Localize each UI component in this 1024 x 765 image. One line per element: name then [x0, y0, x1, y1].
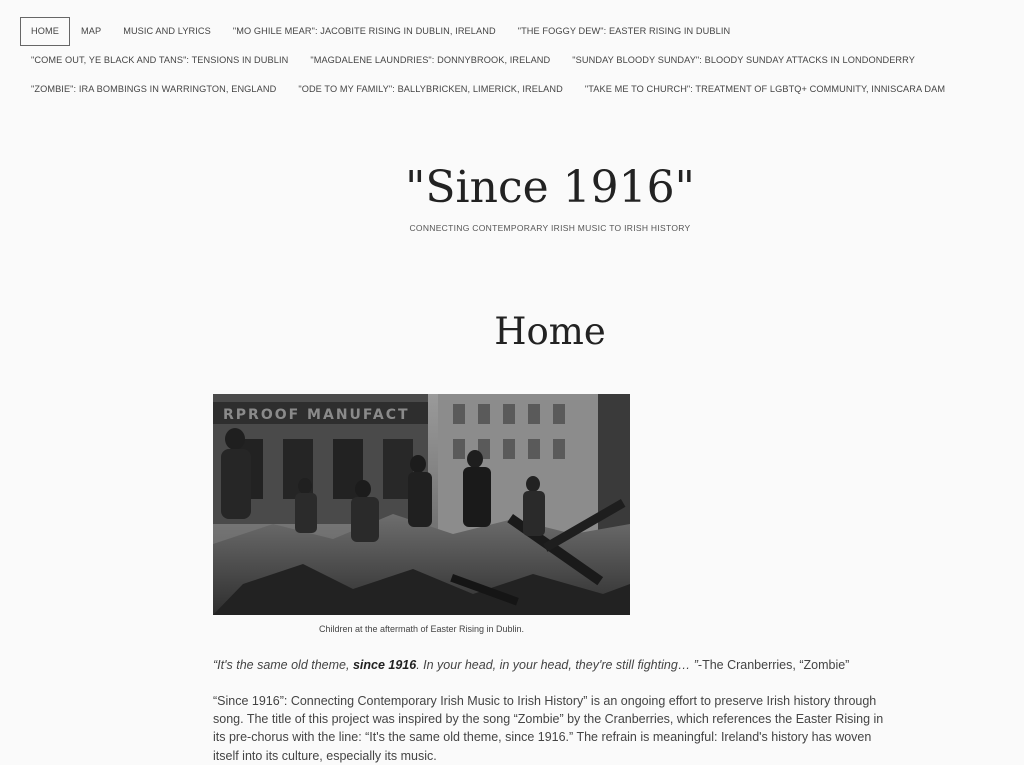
quote-text-emphasis: since 1916: [352, 658, 417, 672]
nav-item-7[interactable]: "SUNDAY BLOODY SUNDAY": BLOODY SUNDAY ATTACKS IN LONDONDERRY: [572, 55, 915, 65]
nav-item-3[interactable]: "MO GHILE MEAR": JACOBITE RISING IN DUBLIN, IRELAND: [232, 26, 496, 36]
hero-photo-image: [213, 394, 630, 615]
quote-attribution: -The Cranberries, “Zombie”: [697, 658, 850, 672]
main-navigation: [20, 17, 1010, 104]
site-tagline: CONNECTING CONTEMPORARY IRISH MUSIC TO IRISH HISTORY: [409, 223, 691, 233]
hero-photo: [213, 394, 630, 615]
quote-text-open: “It's the same old theme,: [213, 658, 353, 672]
nav-item-2[interactable]: MUSIC AND LYRICS: [123, 26, 211, 36]
nav-item-0[interactable]: HOME: [20, 17, 70, 46]
image-caption: Children at the aftermath of Easter Rising in Dublin.: [318, 624, 525, 634]
nav-item-9[interactable]: "ODE TO MY FAMILY": BALLYBRICKEN, LIMERICK, IRELAND: [298, 84, 563, 94]
epigraph-quote: [213, 657, 913, 673]
site-title[interactable]: "Since 1916": [405, 162, 695, 213]
nav-item-1[interactable]: MAP: [80, 26, 102, 36]
nav-item-4[interactable]: "THE FOGGY DEW": EASTER RISING IN DUBLIN: [517, 26, 731, 36]
nav-item-10[interactable]: "TAKE ME TO CHURCH": TREATMENT OF LGBTQ+ COMMUNITY, INNISCARA DAM: [584, 84, 946, 94]
svg-text:RPROOF MANUFACT: RPROOF MANUFACT: [223, 407, 410, 423]
nav-item-8[interactable]: "ZOMBIE": IRA BOMBINGS IN WARRINGTON, ENGLAND: [31, 84, 277, 94]
intro-paragraph: “Since 1916”: Connecting Contemporary Irish Music to Irish History” is an ongoing effort to preserve Irish history through song. The title of this project was inspired by the song “Zombie” by the Cranberries, which references the Easter Rising in its pre-chorus with the line: “It's the same old theme, since 1916.” The refrain is meaningful: Ireland's history has woven itself into its culture, especially its music.: [213, 694, 884, 763]
quote-text-rest: . In your head, in your head, they're still fighting… ”: [416, 658, 698, 672]
nav-item-5[interactable]: "COME OUT, YE BLACK AND TANS": TENSIONS IN DUBLIN: [31, 55, 289, 65]
nav-item-6[interactable]: "MAGDALENE LAUNDRIES": DONNYBROOK, IRELAND: [310, 55, 551, 65]
page-title: Home: [494, 310, 606, 353]
